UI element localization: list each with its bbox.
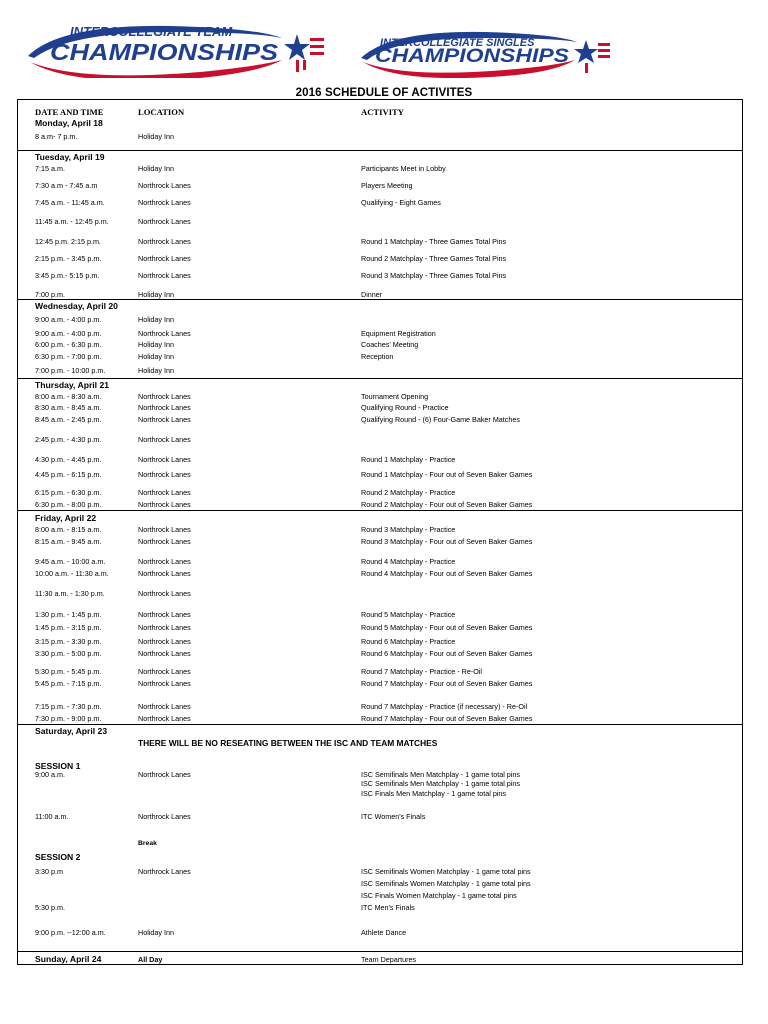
day-divider [17,299,743,300]
row-location: Northrock Lanes [138,867,191,876]
row-activity: Team Departures [361,955,417,964]
row-activity: ISC Semifinals Men Matchplay - 1 game total pins [361,770,520,779]
row-activity: Round 4 Matchplay - Practice [361,557,456,566]
row-activity: ISC Semifinals Men Matchplay - 1 game total pins [361,779,520,788]
row-activity: Players Meeting [361,181,413,190]
row-activity: ITC Women's Finals [361,812,426,821]
row-location: Holiday Inn [138,340,174,349]
row-location: All Day [138,955,163,964]
day-divider [17,510,743,511]
row-activity: Round 2 Matchplay - Four out of Seven Baker Games [361,500,533,509]
row-location: Northrock Lanes [138,770,191,779]
row-location: Holiday Inn [138,315,174,324]
row-location: Holiday Inn [138,928,174,937]
row-location: Northrock Lanes [138,455,191,464]
row-location: Holiday Inn [138,352,174,361]
row-activity: Round 2 Matchplay - Practice [361,488,456,497]
svg-text:INTERCOLLEGIATE SINGLES: INTERCOLLEGIATE SINGLES [380,37,535,49]
row-location: Northrock Lanes [138,637,191,646]
row-location: Northrock Lanes [138,623,191,632]
row-time: 1:30 p.m. - 1:45 p.m. [35,610,102,619]
row-time: 8:45 a.m. - 2:45 p.m. [35,415,102,424]
day-divider [17,378,743,379]
row-time: 8:00 a.m. - 8:15 a.m. [35,525,102,534]
day-label-monday: Monday, April 18 [35,118,103,128]
row-location: Holiday Inn [138,290,174,299]
row-activity: Qualifying Round - (6) Four-Game Baker Matches [361,415,520,424]
row-location: Northrock Lanes [138,470,191,479]
row-time: 3:30 p.m [35,867,63,876]
row-location: Northrock Lanes [138,812,191,821]
row-time: 5:30 p.m. - 5:45 p.m. [35,667,102,676]
row-activity: Round 6 Matchplay - Practice [361,637,456,646]
day-label-wednesday: Wednesday, April 20 [35,301,118,311]
row-location: Northrock Lanes [138,488,191,497]
column-header-location: LOCATION [138,107,185,117]
row-location: Northrock Lanes [138,610,191,619]
row-location: Northrock Lanes [138,649,191,658]
row-activity: Round 1 Matchplay - Three Games Total Pins [361,237,507,246]
day-label-friday: Friday, April 22 [35,513,97,523]
row-time: 5:30 p.m. [35,903,65,912]
row-time: 11:30 a.m. - 1:30 p.m. [35,589,105,598]
row-time: 4:45 p.m. - 6:15 p.m. [35,470,102,479]
row-activity: Round 7 Matchplay - Four out of Seven Baker Games [361,714,533,723]
reseating-notice: THERE WILL BE NO RESEATING BETWEEN THE ISC AND TEAM MATCHES [138,738,438,748]
row-location: Northrock Lanes [138,254,191,263]
row-location: Northrock Lanes [138,679,191,688]
row-time: 8:15 a.m. - 9:45 a.m. [35,537,102,546]
day-divider [17,150,743,151]
row-time: 7:30 p.m. - 9:00 p.m. [35,714,102,723]
row-activity: Round 1 Matchplay - Practice [361,455,456,464]
row-activity: Round 3 Matchplay - Practice [361,525,456,534]
row-time: 9:00 p.m. --12:00 a.m. [35,928,106,937]
day-label-saturday: Saturday, April 23 [35,726,108,736]
page-title: 2016 SCHEDULE OF ACTIVITES [295,87,473,99]
svg-text:INTERCOLLEGIATE TEAM: INTERCOLLEGIATE TEAM [70,24,233,39]
row-time: 8 a.m- 7 p.m. [35,132,78,141]
row-activity: ISC Finals Women Matchplay - 1 game total pins [361,891,517,900]
row-time: 8:30 a.m. - 8:45 a.m. [35,403,102,412]
row-time: 4:30 p.m. - 4:45 p.m. [35,455,102,464]
row-location: Northrock Lanes [138,329,191,338]
row-activity: Tournament Opening [361,392,429,401]
row-location: Holiday Inn [138,366,174,375]
row-location: Northrock Lanes [138,589,191,598]
row-location: Holiday Inn [138,164,174,173]
break-label: Break [138,840,157,847]
row-location: Northrock Lanes [138,181,191,190]
row-location: Northrock Lanes [138,415,191,424]
row-location: Northrock Lanes [138,537,191,546]
day-label-sunday: Sunday, April 24 [35,954,102,964]
row-location: Northrock Lanes [138,702,191,711]
row-activity: Round 1 Matchplay - Four out of Seven Baker Games [361,470,533,479]
row-time: 7:30 a.m - 7:45 a.m [35,181,98,190]
row-time: 9:45 a.m. - 10:00 a.m. [35,557,106,566]
row-time: 3:30 p.m. - 5:00 p.m. [35,649,102,658]
row-location: Northrock Lanes [138,198,191,207]
row-activity: Round 3 Matchplay - Three Games Total Pins [361,271,507,280]
day-divider [17,724,743,725]
svg-text:CHAMPIONSHIPS: CHAMPIONSHIPS [50,39,279,65]
row-activity: Round 2 Matchplay - Three Games Total Pins [361,254,507,263]
row-location: Northrock Lanes [138,392,191,401]
row-time: 7:15 p.m. - 7:30 p.m. [35,702,102,711]
row-activity: Round 5 Matchplay - Four out of Seven Baker Games [361,623,533,632]
row-time: 2:45 p.m. - 4:30 p.m. [35,435,102,444]
row-time: 2:15 p.m. - 3:45 p.m. [35,254,102,263]
row-location: Northrock Lanes [138,217,191,226]
row-time: 6:15 p.m. - 6:30 p.m. [35,488,102,497]
row-activity: Round 4 Matchplay - Four out of Seven Baker Games [361,569,533,578]
row-time: 9:00 a.m. [35,770,65,779]
row-time: 7:00 p.m. - 10:00 p.m. [35,366,106,375]
row-time: 12:45 p.m. 2:15 p.m. [35,237,101,246]
row-location: Northrock Lanes [138,525,191,534]
day-label-tuesday: Tuesday, April 19 [35,152,105,162]
row-time: 6:00 p.m. - 6:30 p.m. [35,340,102,349]
row-location: Northrock Lanes [138,714,191,723]
row-activity: ITC Men's Finals [361,903,415,912]
row-activity: Qualifying Round - Practice [361,403,449,412]
row-activity: Reception [361,352,394,361]
row-time: 11:00 a.m. [35,812,69,821]
row-location: Northrock Lanes [138,667,191,676]
row-time: 10:00 a.m. - 11:30 a.m. [35,569,109,578]
row-time: 9:00 a.m. - 4:00 p.m. [35,329,102,338]
row-location: Holiday Inn [138,132,174,141]
intercollegiate-team-championships-logo [20,16,330,78]
row-time: 7:00 p.m. [35,290,65,299]
row-time: 7:15 a.m. [35,164,65,173]
row-location: Northrock Lanes [138,403,191,412]
row-location: Northrock Lanes [138,237,191,246]
row-time: 3:45 p.m.- 5:15 p.m. [35,271,100,280]
session-1-label: SESSION 1 [35,761,81,771]
column-header-activity: ACTIVITY [361,107,404,117]
row-time: 7:45 a.m. - 11:45 a.m. [35,198,105,207]
row-location: Northrock Lanes [138,569,191,578]
row-activity: Round 7 Matchplay - Practice (if necessary) - Re-Oil [361,702,528,711]
row-time: 3:15 p.m. - 3:30 p.m. [35,637,102,646]
row-location: Northrock Lanes [138,271,191,280]
row-activity: Qualifying - Eight Games [361,198,441,207]
svg-text:CHAMPIONSHIPS: CHAMPIONSHIPS [375,46,570,67]
row-time: 1:45 p.m. - 3:15 p.m. [35,623,102,632]
day-divider [17,951,743,952]
row-activity: Round 6 Matchplay - Four out of Seven Baker Games [361,649,533,658]
row-time: 6:30 p.m. - 8:00 p.m. [35,500,102,509]
row-activity: Round 7 Matchplay - Practice - Re-Oil [361,667,483,676]
row-location: Northrock Lanes [138,557,191,566]
row-activity: ISC Semifinals Women Matchplay - 1 game total pins [361,867,531,876]
row-activity: ISC Finals Men Matchplay - 1 game total pins [361,789,507,798]
intercollegiate-singles-championships-logo [355,16,615,78]
row-activity: Participants Meet in Lobby [361,164,446,173]
row-time: 9:00 a.m. - 4:00 p.m. [35,315,102,324]
row-location: Northrock Lanes [138,435,191,444]
row-time: 5:45 p.m. - 7:15 p.m. [35,679,102,688]
row-time: 6:30 p.m. - 7:00 p.m. [35,352,102,361]
row-activity: Round 7 Matchplay - Four out of Seven Baker Games [361,679,533,688]
row-activity: Dinner [361,290,383,299]
row-time: 11:45 a.m. - 12:45 p.m. [35,217,109,226]
row-activity: Athlete Dance [361,928,407,937]
row-activity: Coaches' Meeting [361,340,419,349]
row-activity: Round 5 Matchplay - Practice [361,610,456,619]
row-time: 8:00 a.m. - 8:30 a.m. [35,392,102,401]
row-activity: ISC Semifinals Women Matchplay - 1 game total pins [361,879,531,888]
row-activity: Round 3 Matchplay - Four out of Seven Baker Games [361,537,533,546]
row-location: Northrock Lanes [138,500,191,509]
column-header-date-time: DATE AND TIME [35,107,104,117]
session-2-label: SESSION 2 [35,852,81,862]
row-activity: Equipment Registration [361,329,436,338]
day-label-thursday: Thursday, April 21 [35,380,110,390]
